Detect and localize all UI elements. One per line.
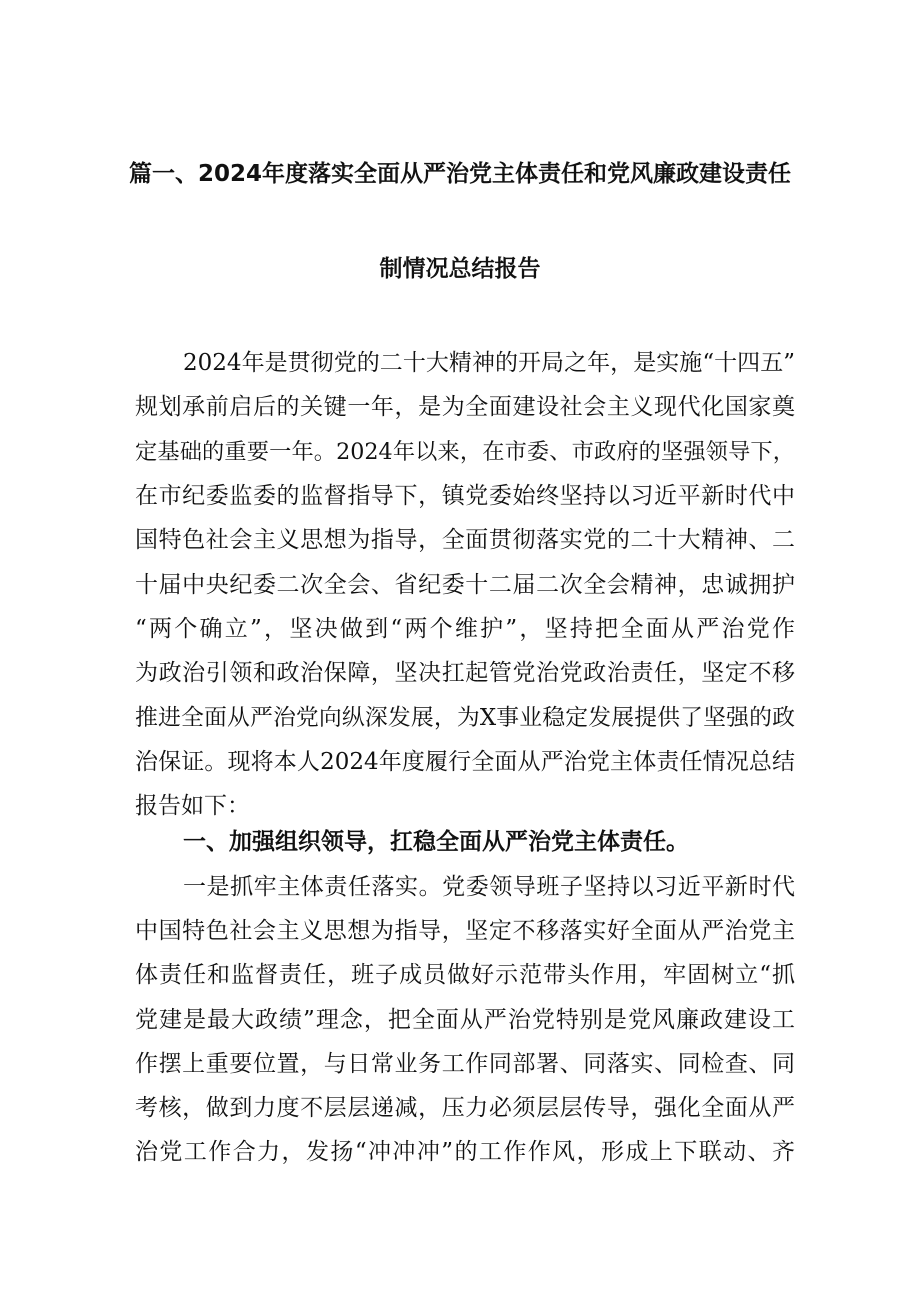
paragraph2-line: 考核，做到力度不层层递减，压力必须层层传导，强化全面从严 [135,1095,795,1121]
document-title-line2: 制情况总结报告 [379,256,541,282]
paragraph2-line: 党建是最大政绩”理念，把全面从严治党特别是党风廉政建设工 [135,1007,795,1033]
paragraph1-line: 规划承前启后的关键一年，是为全面建设社会主义现代化国家奠 [135,394,795,420]
paragraph1-line: 推进全面从严治党向纵深发展，为X事业稳定发展提供了坚强的政 [135,705,795,731]
paragraph2-line: 作摆上重要位置，与日常业务工作同部署、同落实、同检查、同 [135,1051,795,1077]
paragraph1-line: 十届中央纪委二次全会、省纪委十二届二次全会精神，忠诚拥护 [135,572,795,598]
paragraph1-line: 治保证。现将本人2024年度履行全面从严治党主体责任情况总结 [135,749,795,775]
paragraph2-line: 一是抓牢主体责任落实。党委领导班子坚持以习近平新时代 [183,874,795,900]
paragraph1-line: 在市纪委监委的监督指导下，镇党委始终坚持以习近平新时代中 [135,483,795,509]
section-heading-1: 一、加强组织领导，扛稳全面从严治党主体责任。 [183,829,689,855]
paragraph1-line: 报告如下： [135,793,250,819]
paragraph1-line: “两个确立”，坚决做到“两个维护”，坚持把全面从严治党作 [135,616,795,642]
paragraph2-line: 治党工作合力，发扬“冲冲冲”的工作作风，形成上下联动、齐 [135,1139,795,1165]
paragraph2-line: 中国特色社会主义思想为指导，坚定不移落实好全面从严治党主 [135,918,795,944]
paragraph1-line: 国特色社会主义思想为指导，全面贯彻落实党的二十大精神、二 [135,527,795,553]
paragraph2-line: 体责任和监督责任，班子成员做好示范带头作用，牢固树立“抓 [135,962,795,988]
paragraph1-line: 2024年是贯彻党的二十大精神的开局之年，是实施“十四五” [183,350,795,376]
paragraph1-line: 为政治引领和政治保障，坚决扛起管党治党政治责任，坚定不移 [135,660,795,686]
document-title-line1: 篇一、2024年度落实全面从严治党主体责任和党风廉政建设责任 [128,161,791,187]
paragraph1-line: 定基础的重要一年。2024年以来，在市委、市政府的坚强领导下， [135,439,795,465]
